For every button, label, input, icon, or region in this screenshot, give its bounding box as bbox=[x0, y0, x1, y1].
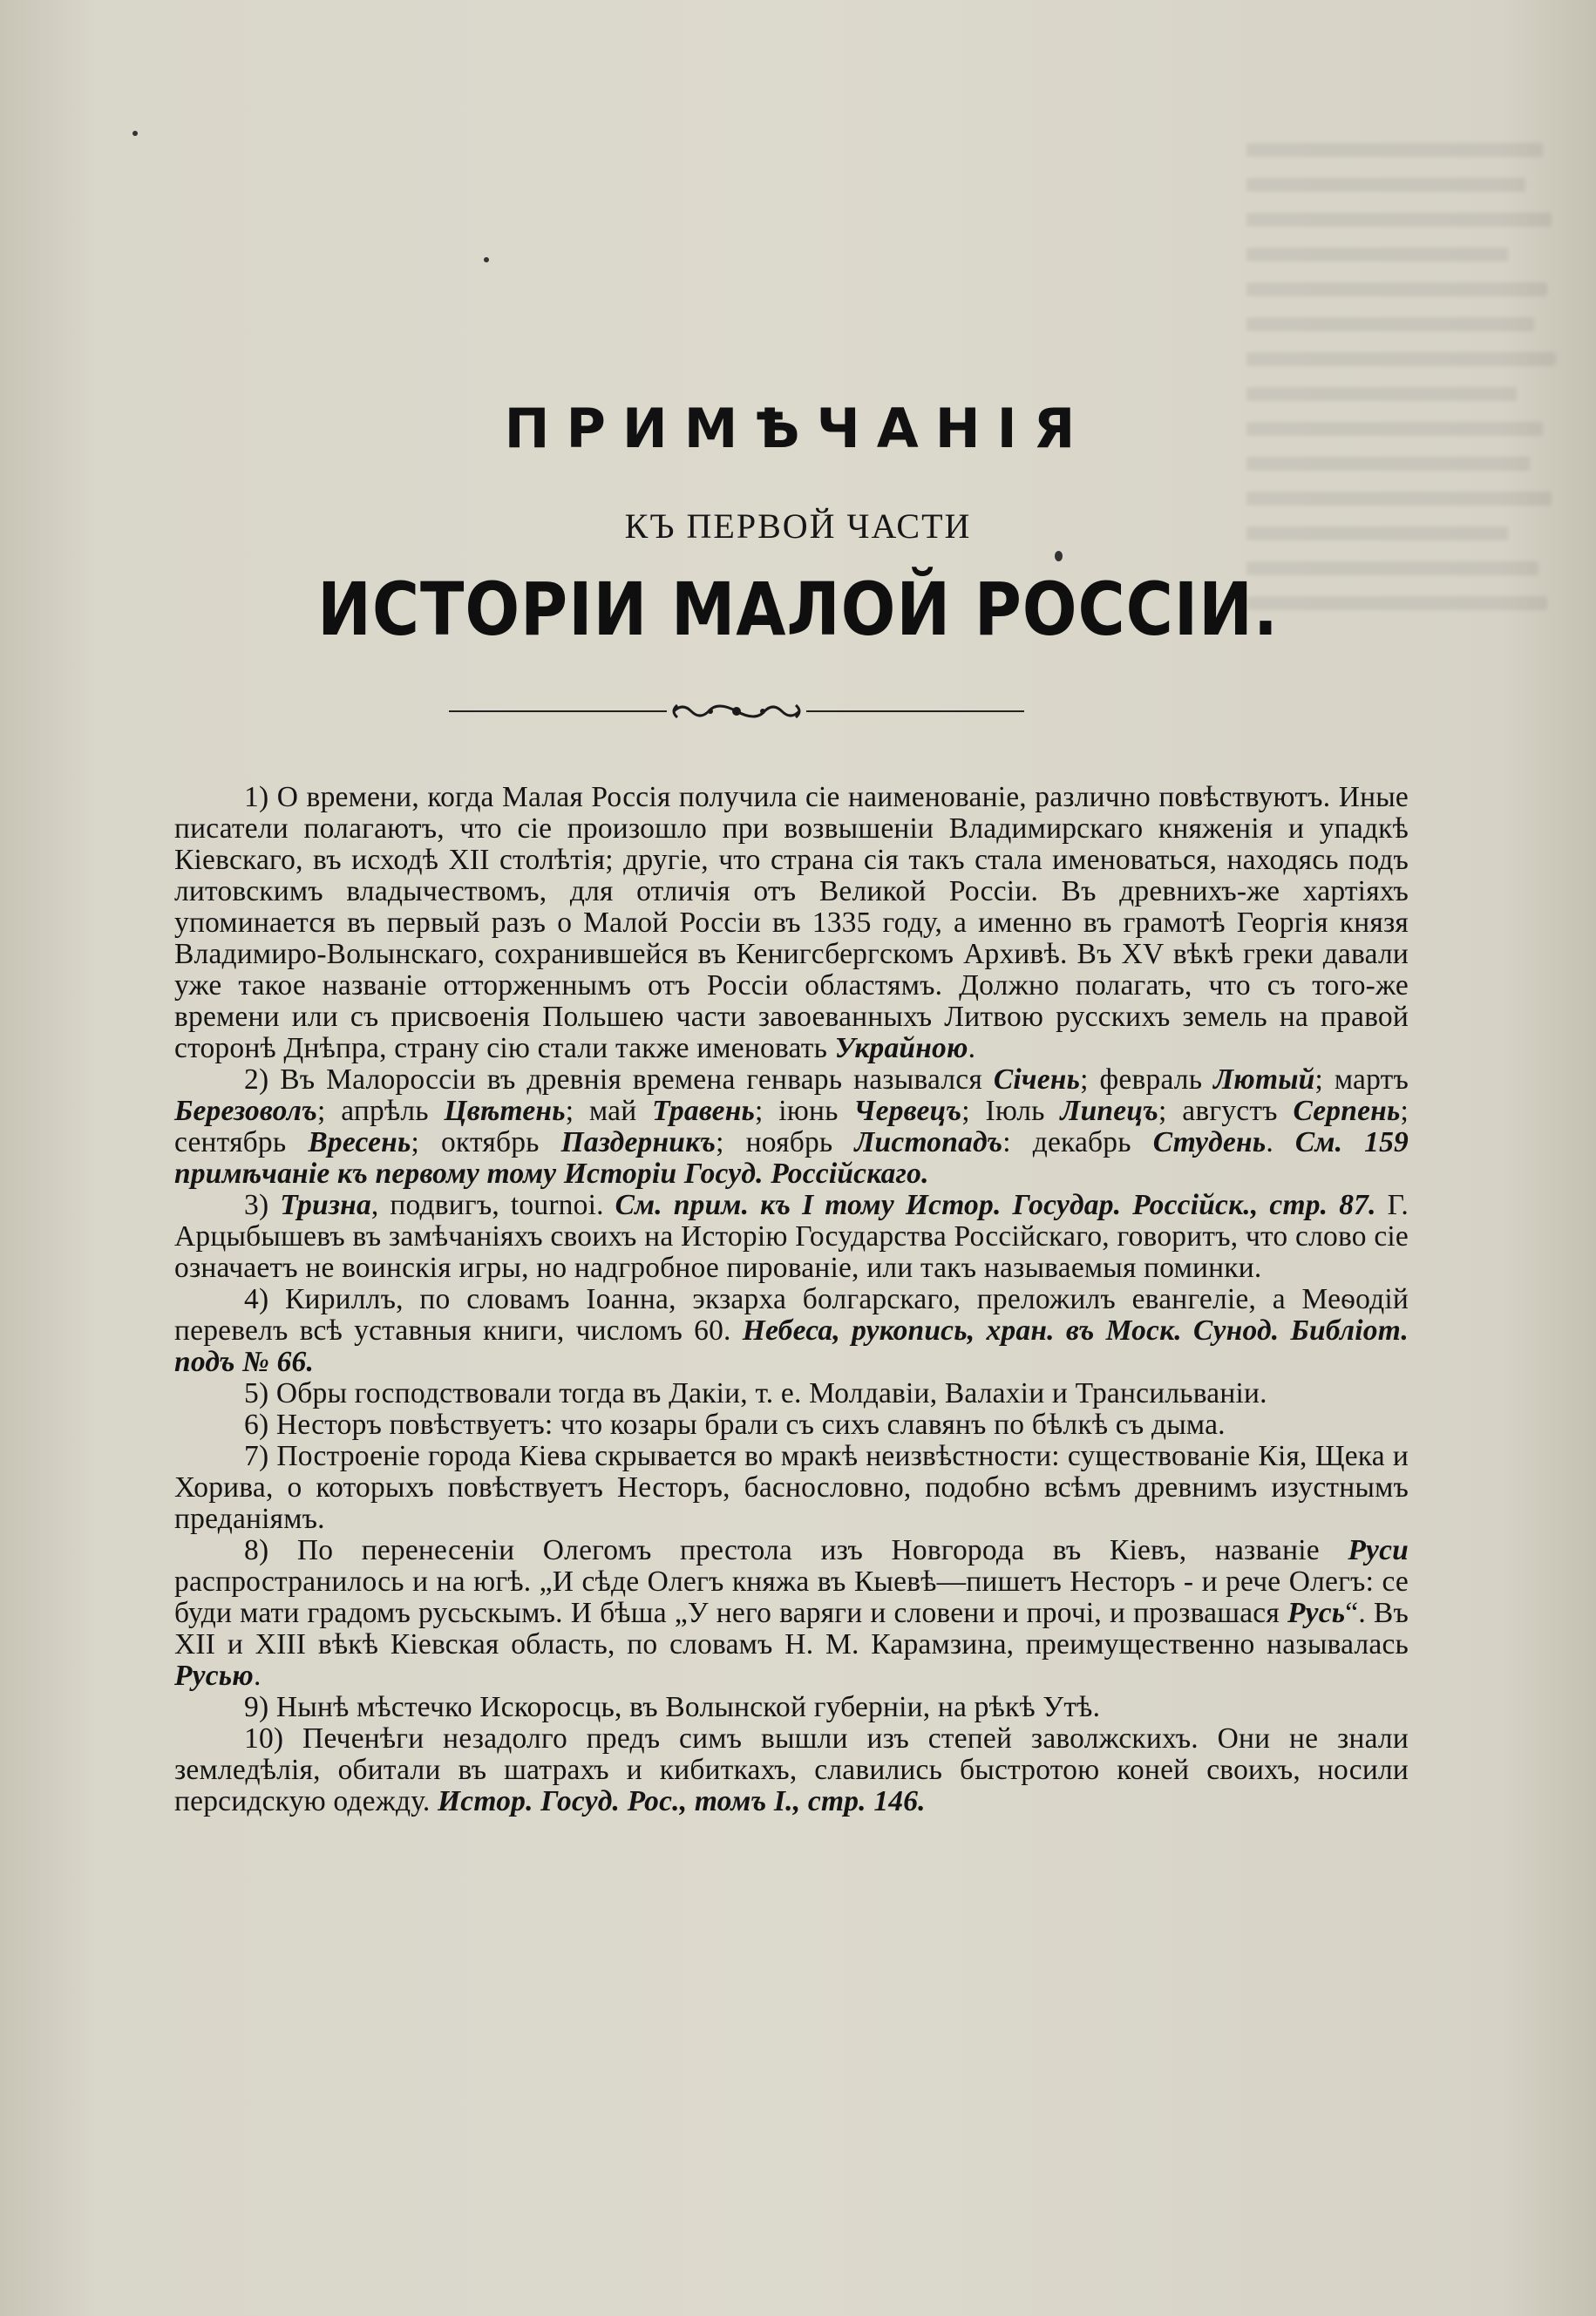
footnote-number: 7) bbox=[244, 1440, 277, 1472]
ink-speck bbox=[132, 131, 138, 136]
footnote-text: ; мартъ bbox=[1314, 1063, 1409, 1096]
footnote-number: 1) bbox=[244, 781, 277, 813]
footnote-italic-text: Русью bbox=[174, 1660, 254, 1692]
footnote-italic-text: Лютый bbox=[1213, 1063, 1315, 1096]
footnote-text: ; февраль bbox=[1080, 1063, 1214, 1096]
footnote-text: Построеніе города Кіева скрывается во мракѣ неизвѣстности: существованіе Кія, Щека и Хорива, о которыхъ повѣствуетъ Несторъ, баснословно, подобно всѣмъ древнимъ изустнымъ преданіямъ. bbox=[174, 1440, 1409, 1535]
footnote-italic-text: Студень bbox=[1152, 1126, 1267, 1158]
footnote-text: ; май bbox=[565, 1095, 653, 1127]
footnote bbox=[174, 1064, 1409, 1190]
footnote-text: ; октябрь bbox=[411, 1126, 561, 1158]
footnote bbox=[174, 1190, 1409, 1284]
footnote-italic-text: Истор. Госуд. Рос., томъ I., стр. 146. bbox=[438, 1785, 926, 1817]
footnote-italic-text: Небеса, рукопись, хран. въ Моск. Сунод. Библіот. подъ № 66. bbox=[174, 1314, 1409, 1378]
footnote-text: Обры господствовали тогда въ Дакіи, т. е. Молдавіи, Валахіи и Трансильваніи. bbox=[275, 1377, 1267, 1409]
footnote-italic-text: Цвѣтень bbox=[444, 1095, 566, 1127]
footnote-number: 3) bbox=[244, 1189, 281, 1221]
footnote bbox=[174, 1284, 1409, 1378]
notes-body bbox=[174, 782, 1409, 1817]
footnote-text: По перенесеніи Олегомъ престола изъ Новгорода въ Кіевъ, названіе bbox=[296, 1534, 1348, 1566]
footnote-italic-text: См. 159 примѣчаніе къ первому тому Исторіи Госуд. Россійскаго. bbox=[174, 1126, 1409, 1190]
footnote-text: , подвигъ, tournoi. bbox=[370, 1189, 615, 1221]
footnote-text: . bbox=[1266, 1126, 1295, 1158]
footnote bbox=[174, 1378, 1409, 1409]
footnote-text: “. Въ XII и XIII вѣкѣ Кіевская область, по словамъ Н. М. Карамзина, преимущественно называлась bbox=[174, 1597, 1409, 1661]
page-subtitle: КЪ ПЕРВОЙ ЧАСТИ bbox=[624, 506, 972, 546]
footnote-text: . bbox=[253, 1660, 261, 1692]
footnote bbox=[174, 1441, 1409, 1535]
footnote-text: Несторъ повѣствуетъ: что козары брали съ сихъ славянъ по бѣлкѣ съ дыма. bbox=[275, 1409, 1226, 1441]
footnote-italic-text: Паздерникъ bbox=[560, 1126, 717, 1158]
footnote-text: ; ноябрь bbox=[716, 1126, 855, 1158]
footnote-italic-text: Листопадъ bbox=[854, 1126, 1003, 1158]
footnote bbox=[174, 1723, 1409, 1817]
footnote-number: 2) bbox=[244, 1063, 281, 1096]
ink-speck bbox=[484, 257, 489, 262]
footnote-italic-text: Руси bbox=[1348, 1534, 1409, 1566]
footnote-italic-text: Червецъ bbox=[853, 1095, 962, 1127]
footnote-text: Г. Арцыбышевъ въ замѣчаніяхъ своихъ на Исторію Государства Россійскаго, говоритъ, что слово сіе означаетъ не воинскія игры, но надгробное пированіе, или такъ называемыя поминки. bbox=[174, 1189, 1409, 1284]
footnote-text: ; сентябрь bbox=[174, 1095, 1409, 1158]
footnote-italic-text: Січень bbox=[993, 1063, 1081, 1096]
footnote-italic-text: Липецъ bbox=[1060, 1095, 1159, 1127]
footnote-italic-text: Русь bbox=[1287, 1597, 1346, 1629]
footnote-italic-text: Травень bbox=[652, 1095, 756, 1127]
footnote-italic-text: Серпень bbox=[1293, 1095, 1401, 1127]
footnote bbox=[174, 1692, 1409, 1723]
footnote-text: ; Іюль bbox=[961, 1095, 1061, 1127]
footnote-number: 5) bbox=[244, 1377, 276, 1409]
page-main-title: ИСТОРІИ МАЛОЙ РОССІИ. bbox=[317, 567, 1279, 652]
footnote-italic-text: Березоволъ bbox=[174, 1095, 317, 1127]
footnote bbox=[174, 1535, 1409, 1692]
footnote-text: О времени, когда Малая Россія получила сіе наименованіе, различно повѣствуютъ. Иные писатели полагаютъ, что сіе произошло при возвышеніи Владимирскаго княженія и упадкѣ Кіевскаго, въ исходѣ XII столѣтія; другіе, что страна сія такъ стала именоваться, находясь подъ литовскимъ владычествомъ, для отличія отъ Великой Россіи. Въ древнихъ-же хартіяхъ упоминается въ первый разъ о Малой Россіи въ 1335 году, а именно въ грамотѣ Георгія князя Владимиро-Волынскаго, сохранившейся въ Кенигсбергскомъ Архивѣ. Въ XV вѣкѣ греки давали уже такое названіе отторженнымъ отъ Россіи областямъ. Должно полагать, что съ того-же времени или съ присвоенія Польшею части завоеванныхъ Литвою русскихъ земель на правой сторонѣ Днѣпра, страну сію стали также именовать bbox=[174, 781, 1409, 1064]
footnote bbox=[174, 1409, 1409, 1441]
bleed-through-area bbox=[1246, 122, 1560, 631]
footnote-text: Нынѣ мѣстечко Искоросць, въ Волынской губерніи, на рѣкѣ Утѣ. bbox=[275, 1691, 1101, 1723]
footnote-italic-text: Тризна bbox=[280, 1189, 371, 1221]
footnote-number: 10) bbox=[244, 1722, 303, 1755]
footnote-text: распространилось и на югѣ. „И сѣде Олегъ княжа въ Кыевѣ—пишетъ Несторъ - и рече Олегъ: се буди мати градомъ русьскымъ. И бѣша „У него варяги и словени и прочі, и прозвашася bbox=[174, 1566, 1409, 1629]
footnote-number: 4) bbox=[244, 1283, 286, 1315]
footnote-text: Печенѣги незадолго предъ симъ вышли изъ степей заволжскихъ. Они не знали земледѣлія, обитали въ шатрахъ и кибиткахъ, славились быстротою коней своихъ, носили персидскую одежду. bbox=[174, 1722, 1409, 1817]
footnote-italic-text: Украйною bbox=[834, 1032, 968, 1064]
footnote bbox=[174, 782, 1409, 1064]
footnote-number: 6) bbox=[244, 1409, 276, 1441]
ornament-divider bbox=[449, 700, 1024, 723]
page-title: ПРИМѢЧАНІЯ bbox=[504, 397, 1092, 460]
footnote-text: ; апрѣль bbox=[317, 1095, 445, 1127]
footnote-number: 9) bbox=[244, 1691, 276, 1723]
footnote-italic-text: Вресень bbox=[308, 1126, 411, 1158]
footnote-italic-text: См. прим. къ I тому Истор. Государ. Россійск., стр. 87. bbox=[615, 1189, 1376, 1221]
footnote-text: ; іюнь bbox=[755, 1095, 854, 1127]
footnote-number: 8) bbox=[244, 1534, 297, 1566]
footnote-text: . bbox=[968, 1032, 976, 1064]
ink-speck bbox=[1055, 551, 1063, 561]
footnote-text: Кириллъ, по словамъ Іоанна, экзарха болгарскаго, преложилъ евангеліе, а Меѳодій перевелъ всѣ уставныя книги, числомъ 60. bbox=[174, 1283, 1409, 1347]
footnote-text: Въ Малороссіи въ древнія времена генварь назывался bbox=[280, 1063, 994, 1096]
footnote-text: : декабрь bbox=[1002, 1126, 1153, 1158]
footnote-text: ; августъ bbox=[1158, 1095, 1294, 1127]
